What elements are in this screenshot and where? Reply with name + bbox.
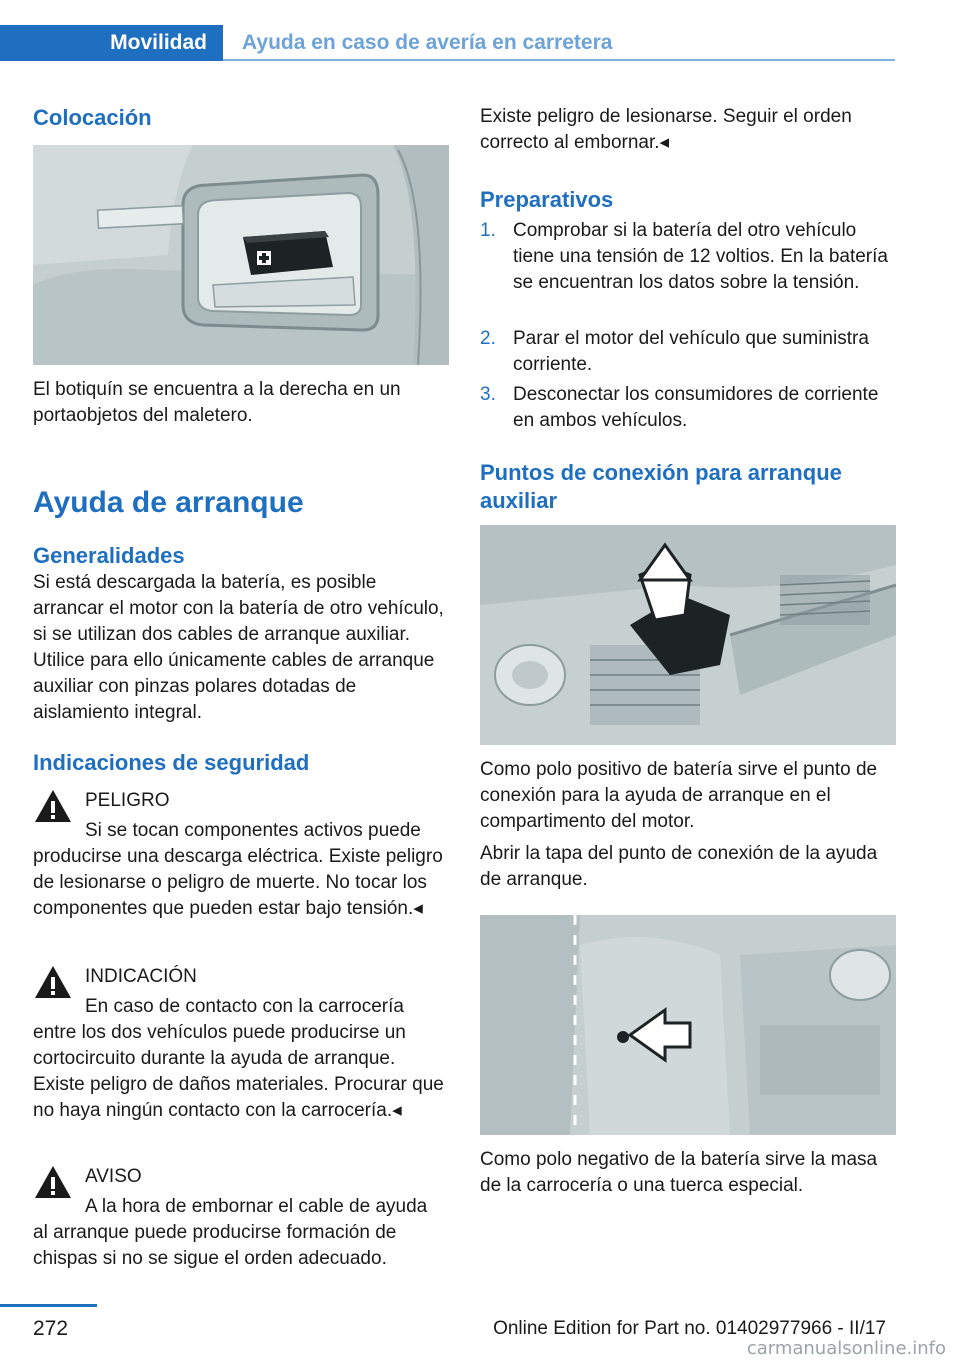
negative-terminal-photo: [480, 915, 896, 1135]
engine-bay-negative-illustration: [480, 915, 896, 1135]
warning-triangle-icon: [33, 1164, 73, 1200]
positive-text: Como polo positivo de batería sirve el punto de conexión para la ayuda de arranque en el compartimento del motor.: [480, 759, 878, 832]
warning-label: INDICACIÓN: [85, 966, 197, 987]
watermark: carmanualsonline.info: [746, 1338, 946, 1359]
footer-bar: [0, 1304, 97, 1307]
header-rule: [223, 59, 895, 61]
page-header: [0, 0, 960, 64]
step-text: Parar el motor del vehículo que suministra corriente.: [513, 328, 869, 375]
main-heading: Ayuda de arranque: [33, 486, 304, 519]
warning-first-line: Si se tocan componentes activos puede: [85, 820, 421, 841]
warning-text: entre los dos vehículos puede producirse un cortocircuito durante la ayuda de arranque. Existe peligro de daños materiales. Procurar que no haya ningún contacto con la carrocería.◂: [33, 1022, 444, 1121]
step-number: 2.: [480, 328, 496, 349]
trunk-compartment-illustration: [33, 145, 449, 365]
preparativos-heading: Preparativos: [480, 187, 614, 212]
warning-triangle-icon: [33, 788, 73, 824]
seguridad-heading: Indicaciones de seguridad: [33, 750, 310, 775]
page-number: 272: [33, 1317, 69, 1340]
section-title: Ayuda en caso de avería en carretera: [242, 31, 613, 54]
step-text: Desconectar los consumidores de corriente en ambos vehículos.: [513, 384, 879, 431]
intro-text: Existe peligro de lesionarse. Seguir el orden correcto al embornar.◂: [480, 106, 852, 153]
warning-triangle-icon: [33, 964, 73, 1000]
generalidades-heading: Generalidades: [33, 543, 185, 568]
puntos-heading: Puntos de conexión para arranque auxiliar: [480, 460, 842, 513]
positive-terminal-photo: [480, 525, 896, 745]
colocacion-heading: Colocación: [33, 105, 152, 130]
negative-text: Como polo negativo de la batería sirve la masa de la carrocería o una tuerca especial.: [480, 1149, 878, 1196]
open-text: Abrir la tapa del punto de conexión de la ayuda de arranque.: [480, 843, 878, 890]
colocacion-text: El botiquín se encuentra a la derecha en un portaobjetos del maletero.: [33, 379, 401, 426]
warning-text: al arranque puede producirse formación de chispas si no se sigue el orden adecuado.: [33, 1222, 397, 1269]
first-aid-kit-photo: [33, 145, 449, 365]
step-number: 1.: [480, 220, 496, 241]
warning-text: producirse una descarga eléctrica. Existe peligro de lesionarse o peligro de muerte. No tocar los componentes que pueden estar bajo tensión.◂: [33, 846, 443, 919]
step-text: Comprobar si la batería del otro vehículo tiene una tensión de 12 voltios. En la batería se encuentran los datos sobre la tensión.: [513, 220, 888, 293]
warning-label: AVISO: [85, 1166, 142, 1187]
warning-label: PELIGRO: [85, 790, 170, 811]
edition-line: Online Edition for Part no. 01402977966 - II/17: [493, 1318, 886, 1339]
warning-first-line: A la hora de embornar el cable de ayuda: [85, 1196, 428, 1217]
engine-bay-positive-illustration: [480, 525, 896, 745]
warning-first-line: En caso de contacto con la carrocería: [85, 996, 404, 1017]
chapter-tab: Movilidad: [0, 25, 223, 61]
step-number: 3.: [480, 384, 496, 405]
generalidades-text: Si está descargada la batería, es posible arrancar el motor con la batería de otro vehículo, si se utilizan dos cables de arranque auxiliar. Utilice para ello únicamente cables de arranque auxiliar con pinzas polares dotadas de aislamiento integral.: [33, 572, 444, 723]
